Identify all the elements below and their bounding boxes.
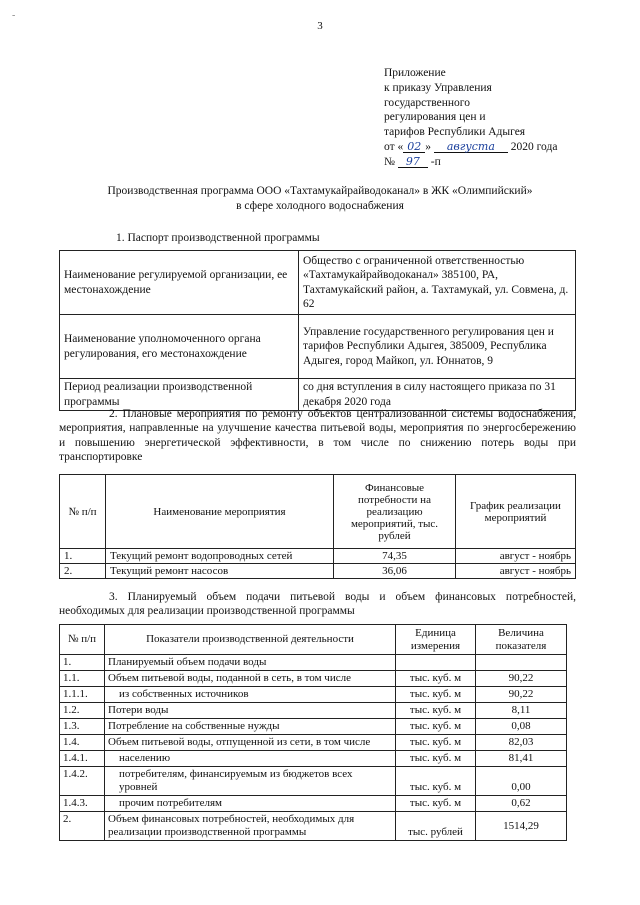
table-row bbox=[60, 767, 567, 796]
cell-schedule: август - ноябрь bbox=[456, 549, 576, 564]
cell-name: Текущий ремонт водопроводных сетей bbox=[106, 549, 334, 564]
cell-unit: тыс. куб. м bbox=[396, 703, 476, 719]
table-row bbox=[60, 315, 576, 379]
cell-name: Объем питьевой воды, отпущенной из сети, в том числе bbox=[105, 735, 396, 751]
appendix-line: тарифов Республики Адыгея bbox=[384, 126, 526, 139]
cell-name: Планируемый объем подачи воды bbox=[105, 655, 396, 671]
appendix-line: Приложение bbox=[384, 67, 446, 79]
cell-value: 0,00 bbox=[476, 767, 567, 796]
cell-num: 1.1.1. bbox=[60, 687, 105, 703]
passport-label: Наименование уполномоченного органа регулирования, его местонахождение bbox=[60, 315, 299, 379]
table-row bbox=[60, 812, 567, 841]
cell-unit: тыс. куб. м bbox=[396, 671, 476, 687]
cell-unit: тыс. куб. м bbox=[396, 767, 476, 796]
cell-num: 2. bbox=[60, 812, 105, 841]
appendix-line: к приказу Управления bbox=[384, 81, 492, 94]
table-row bbox=[60, 549, 576, 564]
number-prefix: № bbox=[384, 155, 395, 168]
cell-name: Текущий ремонт насосов bbox=[106, 564, 334, 579]
page-number: 3 bbox=[317, 20, 323, 32]
cell-unit: тыс. куб. м bbox=[396, 719, 476, 735]
table-header-row bbox=[60, 625, 567, 655]
cell-num: 1. bbox=[60, 655, 105, 671]
cell-num: 2. bbox=[60, 564, 106, 579]
table-row bbox=[60, 379, 576, 411]
cell-unit: тыс. куб. м bbox=[396, 796, 476, 812]
cell-name: Потери воды bbox=[105, 703, 396, 719]
cell-unit: тыс. куб. м bbox=[396, 735, 476, 751]
handwritten-day: 02 bbox=[403, 141, 425, 153]
col-header-value: Величина показателя bbox=[476, 625, 567, 655]
section1-heading: 1. Паспорт производственной программы bbox=[116, 232, 320, 244]
document-title bbox=[60, 184, 580, 213]
table-row bbox=[60, 251, 576, 315]
col-header-num: № п/п bbox=[60, 625, 105, 655]
cell-schedule: август - ноябрь bbox=[456, 564, 576, 579]
table-row bbox=[60, 796, 567, 812]
appendix-block bbox=[384, 66, 557, 170]
cell-value: 81,41 bbox=[476, 751, 567, 767]
cell-num: 1.3. bbox=[60, 719, 105, 735]
cell-unit bbox=[396, 655, 476, 671]
passport-value: Общество с ограниченной ответственностью «Тахтамукайрайводоканал» 385100, РА, Тахтамукайский район, а. Тахтамукай, ул. Совмена, д. 62 bbox=[299, 251, 576, 315]
cell-name: прочим потребителям bbox=[105, 796, 396, 812]
appendix-line: государственного bbox=[384, 96, 470, 109]
title-line: Производственная программа ООО «Тахтамукайрайводоканал» в ЖК «Олимпийский» bbox=[107, 185, 533, 197]
col-header-name: Показатели производственной деятельности bbox=[105, 625, 396, 655]
table-row bbox=[60, 719, 567, 735]
cell-value: 8,11 bbox=[476, 703, 567, 719]
table-row bbox=[60, 687, 567, 703]
table-row bbox=[60, 703, 567, 719]
cell-unit: тыс. куб. м bbox=[396, 751, 476, 767]
section3-paragraph: 3. Планируемый объем подачи питьевой воды и объем финансовых потребностей, необходимых для реализации производственной программы bbox=[59, 591, 576, 618]
cell-finance: 36,06 bbox=[334, 564, 456, 579]
cell-value bbox=[476, 655, 567, 671]
title-line: в сфере холодного водоснабжения bbox=[236, 199, 404, 212]
cell-name: населению bbox=[105, 751, 396, 767]
cell-name: Потребление на собственные нужды bbox=[105, 719, 396, 735]
table-row bbox=[60, 751, 567, 767]
table-row bbox=[60, 671, 567, 687]
cell-value: 0,08 bbox=[476, 719, 567, 735]
appendix-line: регулирования цен и bbox=[384, 111, 486, 124]
cell-num: 1.4.2. bbox=[60, 767, 105, 796]
passport-value: со дня вступления в силу настоящего приказа по 31 декабря 2020 года bbox=[299, 379, 576, 411]
cell-value: 1514,29 bbox=[476, 812, 567, 841]
handwritten-number: 97 bbox=[398, 156, 428, 168]
table-row bbox=[60, 655, 567, 671]
cell-value: 82,03 bbox=[476, 735, 567, 751]
indicators-table bbox=[59, 624, 567, 841]
passport-table bbox=[59, 250, 576, 411]
col-header-unit: Единица измерения bbox=[396, 625, 476, 655]
activities-table bbox=[59, 474, 576, 579]
table-header-row bbox=[60, 475, 576, 549]
cell-value: 0,62 bbox=[476, 796, 567, 812]
appendix-date bbox=[384, 140, 557, 155]
cell-name: Объем финансовых потребностей, необходимых для реализации производственной программы bbox=[105, 812, 396, 841]
cell-unit: тыс. рублей bbox=[396, 812, 476, 841]
col-header-finance: Финансовые потребности на реализацию мероприятий, тыс. рублей bbox=[334, 475, 456, 549]
cell-finance: 74,35 bbox=[334, 549, 456, 564]
table-row bbox=[60, 564, 576, 579]
cell-num: 1. bbox=[60, 549, 106, 564]
cell-name: потребителям, финансируемым из бюджетов всех уровней bbox=[105, 767, 396, 796]
col-header-num: № п/п bbox=[60, 475, 106, 549]
cell-value: 90,22 bbox=[476, 671, 567, 687]
passport-label: Наименование регулируемой организации, ее местонахождение bbox=[60, 251, 299, 315]
section2-paragraph: 2. Плановые мероприятия по ремонту объектов централизованной системы водоснабжения, мероприятия, направленные на улучшение качества питьевой воды, мероприятия по энергосбережению и повышению энергетической эффективности, в том числе по снижению потерь воды при транспортировке bbox=[59, 408, 576, 463]
date-mid: » bbox=[425, 140, 431, 153]
cell-unit: тыс. куб. м bbox=[396, 687, 476, 703]
cell-num: 1.4. bbox=[60, 735, 105, 751]
number-suffix: -п bbox=[430, 155, 441, 168]
cell-name: Объем питьевой воды, поданной в сеть, в том числе bbox=[105, 671, 396, 687]
handwritten-month: августа bbox=[434, 141, 508, 153]
col-header-name: Наименование мероприятия bbox=[106, 475, 334, 549]
col-header-schedule: График реализации мероприятий bbox=[456, 475, 576, 549]
cell-name: из собственных источников bbox=[105, 687, 396, 703]
date-prefix: от « bbox=[384, 140, 404, 153]
passport-value: Управление государственного регулирования цен и тарифов Республики Адыгея, 385009, Республика Адыгея, город Майкоп, ул. Юннатов, 9 bbox=[299, 315, 576, 379]
corner-mark: - bbox=[12, 10, 16, 21]
cell-num: 1.1. bbox=[60, 671, 105, 687]
passport-label: Период реализации производственной программы bbox=[60, 379, 299, 411]
date-year: 2020 года bbox=[510, 140, 558, 153]
cell-num: 1.4.3. bbox=[60, 796, 105, 812]
cell-num: 1.2. bbox=[60, 703, 105, 719]
cell-num: 1.4.1. bbox=[60, 751, 105, 767]
cell-value: 90,22 bbox=[476, 687, 567, 703]
table-row bbox=[60, 735, 567, 751]
appendix-number bbox=[384, 155, 557, 170]
